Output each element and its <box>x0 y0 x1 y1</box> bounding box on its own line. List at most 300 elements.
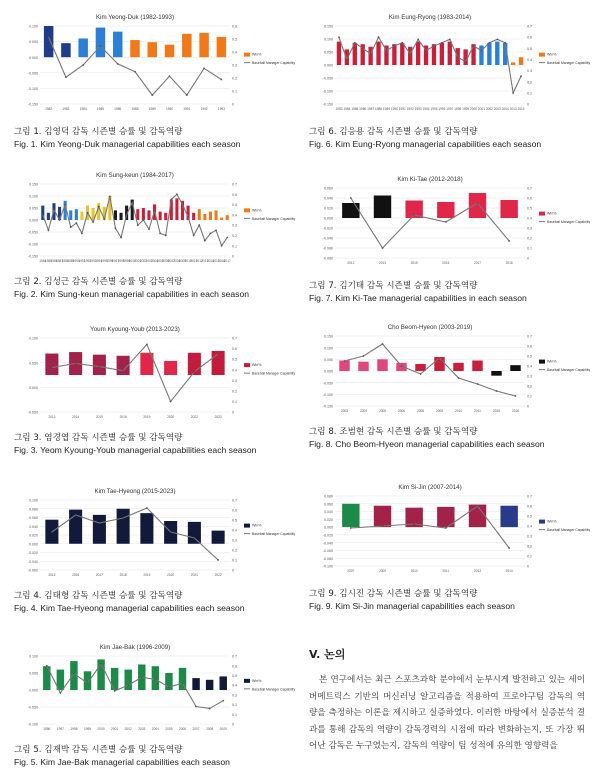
line-point <box>176 193 178 195</box>
x-tick-label: 1993 <box>89 259 97 263</box>
line-point <box>221 245 223 247</box>
bar <box>148 42 158 57</box>
bar <box>206 680 213 690</box>
x-tick-label: 1985 <box>351 107 359 111</box>
legend-label: Baseball Manager Capability <box>547 368 591 373</box>
y2-tick-label: 0.5 <box>232 674 237 679</box>
x-tick-label: 2011 <box>474 409 481 413</box>
chart-figure-5 <box>14 640 296 738</box>
line-point <box>215 229 217 231</box>
y-tick-label: -0.100 <box>322 564 333 569</box>
bar <box>226 215 229 220</box>
line-point <box>120 237 122 239</box>
x-tick-label: 1984 <box>343 107 351 111</box>
line-point <box>170 401 172 403</box>
chart-title: Kim Si-Jin (2007-2014) <box>398 484 462 491</box>
bar <box>165 45 175 57</box>
x-tick-label: 2017 <box>473 261 482 265</box>
legend-swatch-bar <box>539 212 545 216</box>
bar <box>142 208 145 220</box>
caption-ko: 그림 1. 김영덕 감독 시즌별 승률 및 감독역량 <box>14 127 183 137</box>
bar <box>117 509 130 544</box>
line-point <box>73 673 75 675</box>
x-tick-label: 2016 <box>218 259 226 263</box>
line-point <box>154 210 156 212</box>
y2-tick-label: 0.1 <box>232 400 237 405</box>
y2-tick-label: 0.3 <box>527 226 532 231</box>
x-tick-label: 2018 <box>505 261 513 265</box>
line-point <box>42 214 44 216</box>
bar <box>500 506 517 527</box>
x-tick-label: 2014 <box>505 569 513 573</box>
x-tick-label: 2007 <box>192 727 200 731</box>
line-point <box>59 219 61 221</box>
y-tick-label: -0.050 <box>27 705 38 710</box>
y-tick-label: -0.100 <box>27 722 38 727</box>
line-point <box>520 75 522 77</box>
line-point <box>445 527 447 529</box>
caption-ko: 그림 4. 김태형 감독 시즌별 승률 및 감독역량 <box>14 591 183 601</box>
bar <box>159 212 162 220</box>
x-tick-label: 1996 <box>106 259 114 263</box>
bar <box>96 28 106 58</box>
line-point <box>182 204 184 206</box>
line-point <box>515 395 517 397</box>
bar <box>69 210 72 220</box>
y2-tick-label: 0.5 <box>527 46 532 51</box>
chart-title: Youm Kyoung-Youb (2013-2023) <box>90 326 180 333</box>
line-point <box>344 360 346 362</box>
x-tick-label: 1984 <box>39 259 47 263</box>
x-tick-label: 2013 <box>509 107 517 111</box>
line-point <box>439 357 441 359</box>
line-point <box>193 371 195 373</box>
x-tick-label: 2002 <box>124 727 132 731</box>
y2-tick-label: 0 <box>527 102 529 107</box>
x-tick-label: 1992 <box>200 107 208 111</box>
bar <box>511 62 515 65</box>
line-point <box>131 202 133 204</box>
caption-ko: 그림 8. 조범현 감독 시즌별 승률 및 감독역량 <box>309 427 478 437</box>
line-point <box>370 53 372 55</box>
line-point <box>363 355 365 357</box>
y2-tick-label: 0.4 <box>232 50 237 55</box>
x-tick-label: 2016 <box>442 261 450 265</box>
line-point <box>126 214 128 216</box>
section-paragraph: 본 연구에서는 최근 스포츠과학 분야에서 눈부시게 발전하고 있는 세이버메트릭스 기반의 머신러닝 알고리즘을 적용하여 프로야구팀 감독의 역량을 측정하는 이론을 제시하고 실증하였다. 이러한 바탕에서 실증분석 결과를 통해 감독의 역량이 감독경력의 시점에 따라 변화하는지, 또 가장 뛰어난 감독은 누구였는지, 감독의 역량이 팀 성적에 유의한 영향력을 <box>309 675 585 751</box>
line-point <box>154 678 156 680</box>
x-tick-label: 1985 <box>44 259 52 263</box>
line-point <box>386 50 388 52</box>
x-tick-label: 2021 <box>190 573 198 577</box>
line-point <box>382 525 384 527</box>
caption-figure-2 <box>14 276 284 300</box>
x-tick-label: 2003 <box>340 409 349 413</box>
line-point <box>187 216 189 218</box>
bar <box>463 49 467 65</box>
x-tick-label: 2012 <box>195 259 203 263</box>
x-tick-label: 1988 <box>61 259 69 263</box>
line-point <box>148 228 150 230</box>
x-tick-label: 1988 <box>374 107 383 111</box>
y-tick-label: 0.000 <box>29 55 38 60</box>
x-tick-label: 2002 <box>139 259 147 263</box>
bar <box>45 354 58 375</box>
x-tick-label: 2020 <box>167 415 175 419</box>
x-tick-label: 1984 <box>79 107 87 111</box>
x-tick-label: 2001 <box>111 727 119 731</box>
x-tick-label: 1987 <box>367 107 375 111</box>
y-tick-label: 0.050 <box>29 671 38 676</box>
y-tick-label: 0.020 <box>324 206 333 211</box>
y-tick-label: 0.060 <box>29 516 38 521</box>
line-point <box>146 507 148 509</box>
y2-tick-label: 0 <box>527 404 529 409</box>
bar <box>136 209 139 220</box>
bar <box>219 676 226 690</box>
line-point <box>142 219 144 221</box>
bar <box>199 33 209 57</box>
y2-tick-label: 0.6 <box>232 508 237 513</box>
x-tick-label: 2006 <box>178 727 187 731</box>
bar <box>192 678 199 690</box>
bar <box>93 515 106 544</box>
line-point <box>195 706 197 708</box>
x-tick-label: 1999 <box>83 727 92 731</box>
caption-ko: 그림 9. 김시진 감독 시즌별 승률 및 감독역량 <box>309 589 478 599</box>
chart-figure-2 <box>14 168 296 270</box>
line-point <box>203 67 205 69</box>
line-point <box>220 79 222 81</box>
y2-tick-label: 0.1 <box>232 558 237 563</box>
line-point <box>217 559 219 561</box>
y-tick-label: 0.100 <box>324 346 333 351</box>
bar <box>214 210 217 220</box>
x-tick-label: 1985 <box>96 107 105 111</box>
y-tick-label: 0.000 <box>29 218 38 223</box>
y-tick-label: -0.100 <box>27 242 38 247</box>
y2-tick-label: 0.1 <box>527 91 532 96</box>
x-tick-label: 1996 <box>43 727 51 731</box>
bar <box>495 42 499 65</box>
bar <box>61 43 70 57</box>
y2-tick-label: 0.4 <box>527 58 532 63</box>
caption-en: Fig. 4. Kim Tae-Hyeong managerial capabilities each season <box>14 603 245 613</box>
legend-label: Win% <box>252 678 262 683</box>
chart-svg <box>309 172 591 272</box>
x-tick-label: 2004 <box>501 107 509 111</box>
legend-label: Win% <box>252 52 262 57</box>
line-point <box>137 224 139 226</box>
legend-label: Baseball Manager Capability <box>252 216 296 221</box>
line-point <box>481 50 483 52</box>
y2-tick-label: 0.3 <box>527 534 532 539</box>
bar <box>188 522 201 544</box>
bar <box>487 43 491 65</box>
y2-tick-label: 0.1 <box>527 246 532 251</box>
line-point <box>401 365 403 367</box>
line-point <box>103 218 105 220</box>
section-body <box>309 672 585 755</box>
x-tick-label: 1986 <box>114 107 122 111</box>
y2-tick-label: 0.6 <box>527 504 532 509</box>
x-tick-label: 1997 <box>111 259 119 263</box>
bar <box>198 209 201 220</box>
bar <box>519 57 523 65</box>
x-tick-label: 2010 <box>184 259 192 263</box>
chart-svg <box>14 168 296 270</box>
line-point <box>508 240 510 242</box>
line-point <box>382 247 384 249</box>
chart-title: Kim Sung-keun (1984-2017) <box>96 172 174 179</box>
x-tick-label: 1994 <box>95 259 103 263</box>
y-tick-label: -0.040 <box>322 236 333 241</box>
y-tick-label: -0.020 <box>322 226 333 231</box>
line-point <box>226 237 228 239</box>
caption-ko: 그림 5. 김재박 감독 시즌별 승률 및 감독역량 <box>14 745 183 755</box>
caption-figure-4 <box>14 590 284 614</box>
legend-label: Baseball Manager Capability <box>547 528 591 533</box>
bar <box>374 506 391 527</box>
y2-tick-label: 0.5 <box>232 203 237 208</box>
y-tick-label: -0.040 <box>322 541 333 546</box>
y-tick-label: 0.100 <box>29 498 38 503</box>
y2-tick-label: 0.2 <box>527 80 532 85</box>
y2-tick-label: 0.3 <box>527 69 532 74</box>
line-point <box>92 221 94 223</box>
bar <box>130 40 140 57</box>
chart-figure-4 <box>14 484 296 584</box>
x-tick-label: 2009 <box>378 569 387 573</box>
bar <box>448 42 452 65</box>
chart-figure-9 <box>309 480 591 580</box>
y-tick-label: 0.060 <box>324 502 333 507</box>
line-point <box>47 229 49 231</box>
x-tick-label: 2022 <box>214 573 222 577</box>
chart-figure-6 <box>309 10 591 118</box>
line-point <box>473 45 475 47</box>
bar <box>434 357 444 371</box>
legend-swatch-bar <box>244 53 250 57</box>
line-point <box>100 45 102 47</box>
x-tick-label: 2005 <box>378 409 387 413</box>
y-tick-label: 0.050 <box>29 206 38 211</box>
x-tick-label: 2014 <box>206 259 214 263</box>
chart-svg <box>14 322 296 426</box>
y2-tick-label: 0.2 <box>232 234 237 239</box>
y2-tick-label: 0.4 <box>527 364 532 369</box>
y-tick-label: -0.020 <box>322 533 333 538</box>
legend-swatch-bar <box>539 360 545 364</box>
x-tick-label: 2017 <box>223 259 231 263</box>
line-point <box>186 94 188 96</box>
y2-tick-label: 0.2 <box>232 76 237 81</box>
line-point <box>222 700 224 702</box>
y-tick-label: 0.040 <box>324 196 333 201</box>
y-tick-label: -0.150 <box>27 254 38 259</box>
caption-figure-5 <box>14 744 304 768</box>
y2-tick-label: 0.2 <box>527 236 532 241</box>
line-point <box>165 235 167 237</box>
bar <box>339 361 349 372</box>
x-tick-label: 1993 <box>414 107 422 111</box>
bar <box>114 210 117 220</box>
chart-title: Kim Tae-Hyeong (2015-2023) <box>94 488 176 495</box>
y2-tick-label: 0.6 <box>232 347 237 352</box>
caption-en: Fig. 8. Cho Beom-Hyeon managerial capabilities each season <box>309 439 545 449</box>
bar <box>358 362 368 371</box>
line-point <box>350 527 352 529</box>
y2-tick-label: 0.4 <box>232 683 237 688</box>
y2-tick-label: 0.4 <box>232 213 237 218</box>
legend-swatch-bar <box>244 524 250 528</box>
bar <box>44 26 54 57</box>
line-point <box>114 690 116 692</box>
y-tick-label: 0.080 <box>29 507 38 512</box>
line-point <box>75 514 77 516</box>
line-point <box>100 663 102 665</box>
line-point <box>465 61 467 63</box>
legend-label: Win% <box>252 363 262 368</box>
legend-label: Win% <box>547 211 557 216</box>
line-point <box>496 390 498 392</box>
y2-tick-label: 0.5 <box>232 518 237 523</box>
line-point <box>46 665 48 667</box>
x-tick-label: 2008 <box>173 259 181 263</box>
x-tick-label: 1986 <box>50 259 58 263</box>
line-point <box>217 353 219 355</box>
x-tick-label: 1992 <box>406 107 414 111</box>
x-tick-label: 2013 <box>378 261 387 265</box>
x-tick-label: 1991 <box>183 107 191 111</box>
line-point <box>87 682 89 684</box>
y-tick-label: 0.100 <box>29 24 38 29</box>
bar <box>469 505 486 528</box>
x-tick-label: 2011 <box>442 569 450 573</box>
y2-tick-label: 0.7 <box>232 498 237 503</box>
x-tick-label: 2007 <box>347 569 355 573</box>
bar <box>164 213 167 220</box>
x-tick-label: 2003 <box>493 107 501 111</box>
x-tick-label: 1986 <box>359 107 367 111</box>
chart-svg <box>309 320 591 420</box>
y-tick-label: -0.050 <box>322 381 333 386</box>
line-point <box>338 36 340 38</box>
chart-title: Kim Jae-Bak (1996-2009) <box>99 644 171 651</box>
y-tick-label: -0.060 <box>322 549 333 554</box>
section-title: V. 논의 <box>309 648 346 661</box>
y-tick-label: 0.000 <box>324 525 333 530</box>
y2-tick-label: 0.6 <box>527 35 532 40</box>
line-point <box>504 42 506 44</box>
x-tick-label: 2003 <box>138 727 146 731</box>
x-tick-label: 1998 <box>117 259 125 263</box>
x-tick-label: 2004 <box>359 409 368 413</box>
x-tick-label: 2018 <box>119 573 127 577</box>
x-tick-label: 2005 <box>165 727 173 731</box>
y-tick-label: 0.040 <box>324 510 333 515</box>
y-tick-label: -0.150 <box>322 102 333 107</box>
y2-tick-label: 0.7 <box>232 182 237 187</box>
chart-title: Kim Ki-Tae (2012-2018) <box>397 176 463 183</box>
x-tick-label: 1997 <box>56 727 64 731</box>
x-tick-label: 2023 <box>214 415 222 419</box>
y2-tick-label: 0.3 <box>232 693 237 698</box>
line-point <box>75 222 77 224</box>
legend-label: Win% <box>252 523 262 528</box>
y-tick-label: -0.100 <box>322 89 333 94</box>
line-point <box>146 343 148 345</box>
x-tick-label: 2005 <box>156 259 164 263</box>
chart-figure-8 <box>309 320 591 420</box>
y2-tick-label: 0.1 <box>232 712 237 717</box>
x-tick-label: 2000 <box>97 727 105 731</box>
line-point <box>65 76 67 78</box>
y2-tick-label: 0.6 <box>232 664 237 669</box>
y2-tick-label: 0.4 <box>527 216 532 221</box>
y-tick-label: 0.060 <box>324 186 333 191</box>
y-tick-label: 0.050 <box>324 357 333 362</box>
x-tick-label: 2019 <box>143 415 151 419</box>
caption-en: Fig. 1. Kim Yeong-Duk managerial capabilities each season <box>14 139 241 149</box>
chart-svg <box>309 10 591 118</box>
line-point <box>151 94 153 96</box>
line-point <box>512 92 514 94</box>
x-tick-label: 1995 <box>430 107 438 111</box>
y2-tick-label: 0.4 <box>232 528 237 533</box>
y2-tick-label: 0.7 <box>232 336 237 341</box>
bar <box>337 42 341 65</box>
line-point <box>441 42 443 44</box>
bar <box>152 666 159 690</box>
line-point <box>98 366 100 368</box>
caption-figure-8 <box>309 426 579 450</box>
x-tick-label: 1992 <box>83 259 92 263</box>
bar <box>416 42 420 65</box>
bar <box>113 32 123 58</box>
bar <box>491 371 501 376</box>
line-point <box>413 214 415 216</box>
line-point <box>98 206 100 208</box>
y-tick-label: -0.150 <box>27 102 38 107</box>
y-tick-label: 0.000 <box>29 385 38 390</box>
caption-figure-3 <box>14 432 284 456</box>
x-tick-label: 1995 <box>100 259 108 263</box>
chart-svg <box>14 484 296 584</box>
x-tick-label: 1994 <box>422 107 430 111</box>
y2-tick-label: 0.4 <box>527 524 532 529</box>
legend-swatch-bar <box>539 53 545 57</box>
line-point <box>449 38 451 40</box>
line-point <box>433 45 435 47</box>
legend-label: Baseball Manager Capability <box>252 371 296 376</box>
y-tick-label: -0.050 <box>27 410 38 415</box>
x-tick-label: 2009 <box>178 259 187 263</box>
legend-label: Win% <box>547 519 557 524</box>
line-point <box>193 235 195 237</box>
y-tick-label: 0.050 <box>29 361 38 366</box>
y-tick-label: 0.040 <box>29 524 38 529</box>
x-tick-label: 1991 <box>78 259 86 263</box>
y-tick-label: 0.000 <box>29 688 38 693</box>
y2-tick-label: 0.7 <box>527 24 532 29</box>
bar <box>182 34 192 57</box>
x-tick-label: 2015 <box>212 259 220 263</box>
legend-label: Baseball Manager Capability <box>252 61 296 66</box>
bar <box>400 43 404 65</box>
line-point <box>115 227 117 229</box>
bar <box>415 364 425 371</box>
